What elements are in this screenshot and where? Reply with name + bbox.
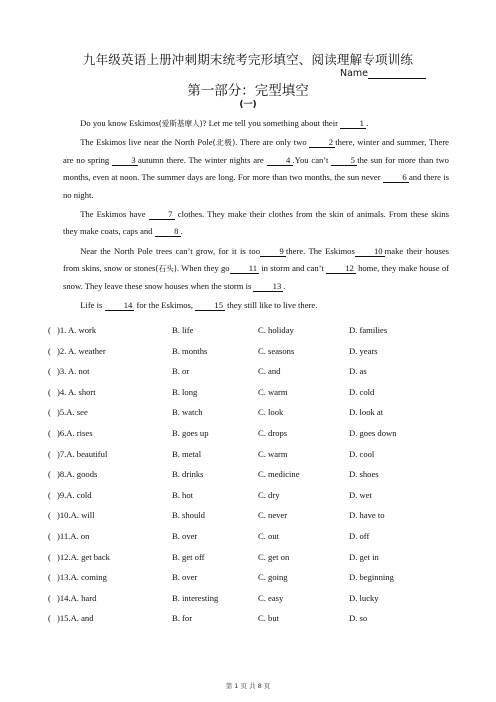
option-b: B. metal xyxy=(172,448,202,459)
option-d: D. cool xyxy=(349,448,375,459)
passage-text: . xyxy=(180,226,183,237)
option-a: )14.A. hard xyxy=(57,592,97,603)
option-d: D. families xyxy=(349,325,388,335)
option-c: C. get on xyxy=(258,551,290,562)
option-a: )2. A. weather xyxy=(57,345,106,356)
option-d: D. so xyxy=(349,613,368,624)
section-number: (一) xyxy=(239,100,257,110)
passage-paragraph xyxy=(63,297,449,314)
answer-paren: ( xyxy=(48,469,51,480)
passage-text: autumn there. The winter nights are xyxy=(137,154,264,165)
option-c: C. and xyxy=(258,366,281,377)
option-c: C. seasons xyxy=(258,345,295,356)
answer-paren: ( xyxy=(48,325,51,335)
passage-text: in storm and can’t xyxy=(261,263,324,274)
option-a: )1. A. work xyxy=(57,325,97,335)
blank-11: 11 xyxy=(230,263,259,274)
blank-10: 10 xyxy=(355,246,385,257)
question-row xyxy=(48,510,468,531)
passage-text: home, they make house of snow. They leave these snow houses when the storm is xyxy=(63,263,449,291)
question-row xyxy=(48,407,468,428)
option-a: )7.A. beautiful xyxy=(57,448,108,459)
option-d: D. lucky xyxy=(349,592,379,603)
passage-text: there. The Eskimos xyxy=(286,245,355,256)
name-field xyxy=(340,68,426,79)
passage-text: for the Eskimos, xyxy=(136,300,194,311)
passage-text: Do you know Eskimos xyxy=(80,118,159,128)
option-c: C. going xyxy=(258,572,288,583)
passage-paragraph xyxy=(63,243,449,295)
passage-text: Life is xyxy=(80,300,103,311)
option-c: C. medicine xyxy=(258,469,300,480)
question-row xyxy=(48,469,468,490)
option-d: D. goes down xyxy=(349,427,397,438)
option-d: D. off xyxy=(349,530,370,541)
passage-text: . When they go xyxy=(176,263,230,274)
option-a: )3. A. not xyxy=(57,366,90,377)
question-row xyxy=(48,346,468,367)
option-d: D. get in xyxy=(349,551,379,562)
page-footer: 第 1 页 共 8 页 xyxy=(225,682,271,690)
option-b: B. get off xyxy=(172,551,205,562)
blank-13: 13 xyxy=(253,281,283,292)
option-b: B. hot xyxy=(172,489,194,500)
option-a: )13.A. coming xyxy=(57,572,107,583)
part-title: 第一部分：完型填空 xyxy=(187,83,309,99)
blank-4: 4 xyxy=(267,155,293,166)
option-b: B. or xyxy=(172,366,190,377)
question-row xyxy=(48,593,468,614)
blank-6: 6 xyxy=(383,172,409,183)
option-c: C. dry xyxy=(258,489,280,500)
passage-text: ? Let me tell you something about their xyxy=(202,118,338,128)
answer-paren: ( xyxy=(48,551,51,562)
answer-paren: ( xyxy=(48,448,51,459)
option-a: )5.A. see xyxy=(57,407,88,418)
question-row xyxy=(48,552,468,573)
option-c: C. easy xyxy=(258,592,284,603)
question-row xyxy=(48,531,468,552)
passage-text: the sun for more than two months, even at noon. The summer days are long. For more than two months, the sun never xyxy=(63,154,449,183)
option-d: D. as xyxy=(349,366,367,377)
option-b: B. watch xyxy=(172,407,203,418)
option-c: C. warm xyxy=(258,448,288,459)
answer-paren: ( xyxy=(48,489,51,500)
option-b: B. over xyxy=(172,530,198,541)
name-blank-line xyxy=(368,68,426,79)
blank-3: 3 xyxy=(112,155,138,166)
passage-paragraph xyxy=(63,134,449,204)
question-row xyxy=(48,366,468,387)
question-row xyxy=(48,572,468,593)
passage-text: make their houses from skins, snow or stones xyxy=(63,245,449,274)
question-row xyxy=(48,613,468,634)
passage-gloss: (石头) xyxy=(155,264,177,274)
passage-text: . There are only two xyxy=(235,137,307,148)
option-d: D. beginning xyxy=(349,572,394,583)
question-row xyxy=(48,428,468,449)
document-title: 九年级英语上册冲刺期末统考完形填空、阅读理解专项训练 xyxy=(82,52,414,67)
option-d: D. shoes xyxy=(349,469,379,480)
blank-9: 9 xyxy=(260,246,286,257)
answer-paren: ( xyxy=(48,530,51,541)
option-a: )6.A. rises xyxy=(57,427,93,438)
question-row xyxy=(48,325,468,346)
option-d: D. cold xyxy=(349,386,375,397)
option-c: C. holiday xyxy=(258,325,294,335)
question-row xyxy=(48,490,468,511)
blank-8: 8 xyxy=(155,226,181,237)
passage-text: . xyxy=(366,118,369,128)
answer-paren: ( xyxy=(48,613,51,624)
option-b: B. over xyxy=(172,572,198,583)
option-a: )11.A. on xyxy=(57,530,90,541)
option-d: D. have to xyxy=(349,510,385,521)
option-a: )12.A. get back xyxy=(57,551,110,562)
passage-text: and there is no night. xyxy=(63,172,449,200)
option-b: B. for xyxy=(172,613,193,624)
option-a: )4. A. short xyxy=(57,386,96,397)
answer-paren: ( xyxy=(48,366,51,377)
option-a: )9.A. cold xyxy=(57,489,92,500)
answer-paren: ( xyxy=(48,345,51,356)
cloze-passage xyxy=(63,115,449,316)
option-c: C. warm xyxy=(258,386,288,397)
blank-5: 5 xyxy=(331,155,357,166)
option-b: B. interesting xyxy=(172,592,219,603)
option-c: C. never xyxy=(258,510,288,521)
passage-text: there, winter and summer, There are no spring xyxy=(63,137,449,165)
option-a: )15.A. and xyxy=(57,613,94,624)
passage-paragraph xyxy=(63,115,449,132)
option-b: B. life xyxy=(172,325,194,335)
option-a: )10.A. will xyxy=(57,510,95,521)
passage-gloss: (北极) xyxy=(212,138,236,148)
passage-gloss: (爱斯基摩人) xyxy=(158,119,203,128)
passage-text: .You can’t xyxy=(292,154,329,165)
answer-paren: ( xyxy=(48,386,51,397)
option-b: B. months xyxy=(172,345,208,356)
blank-12: 12 xyxy=(326,263,356,274)
blank-15: 15 xyxy=(195,300,225,311)
option-c: C. drops xyxy=(258,427,288,438)
passage-text: clothes. They make their clothes from the skin of animals. From these skins they make coats, caps and xyxy=(63,209,450,237)
passage-text: . xyxy=(283,280,286,291)
option-d: D. look at xyxy=(349,407,384,418)
answer-paren: ( xyxy=(48,510,51,521)
answer-paren: ( xyxy=(48,572,51,583)
question-row xyxy=(48,387,468,408)
blank-1: 1 xyxy=(340,118,366,129)
blank-7: 7 xyxy=(149,209,175,220)
passage-paragraph xyxy=(63,206,449,241)
option-b: B. should xyxy=(172,510,205,521)
answer-paren: ( xyxy=(48,407,51,418)
passage-text: The Eskimos live near the North Pole xyxy=(80,137,213,148)
option-b: B. long xyxy=(172,386,198,397)
option-b: B. drinks xyxy=(172,469,204,480)
option-a: )8.A. goods xyxy=(57,469,98,480)
answer-paren: ( xyxy=(48,592,51,603)
blank-14: 14 xyxy=(105,300,135,311)
question-list xyxy=(48,325,468,634)
option-c: C. look xyxy=(258,407,284,418)
option-c: C. but xyxy=(258,613,280,624)
option-b: B. goes up xyxy=(172,427,209,438)
passage-text: Near the North Pole trees can’t grow, for it is too xyxy=(80,245,260,256)
answer-paren: ( xyxy=(48,427,51,438)
option-d: D. years xyxy=(349,345,378,356)
name-label: Name xyxy=(340,68,369,79)
question-row xyxy=(48,449,468,470)
passage-text: they still like to live there. xyxy=(227,300,318,311)
option-c: C. out xyxy=(258,530,280,541)
option-d: D. wet xyxy=(349,489,372,500)
passage-text: The Eskimos have xyxy=(80,209,146,220)
blank-2: 2 xyxy=(309,137,335,148)
